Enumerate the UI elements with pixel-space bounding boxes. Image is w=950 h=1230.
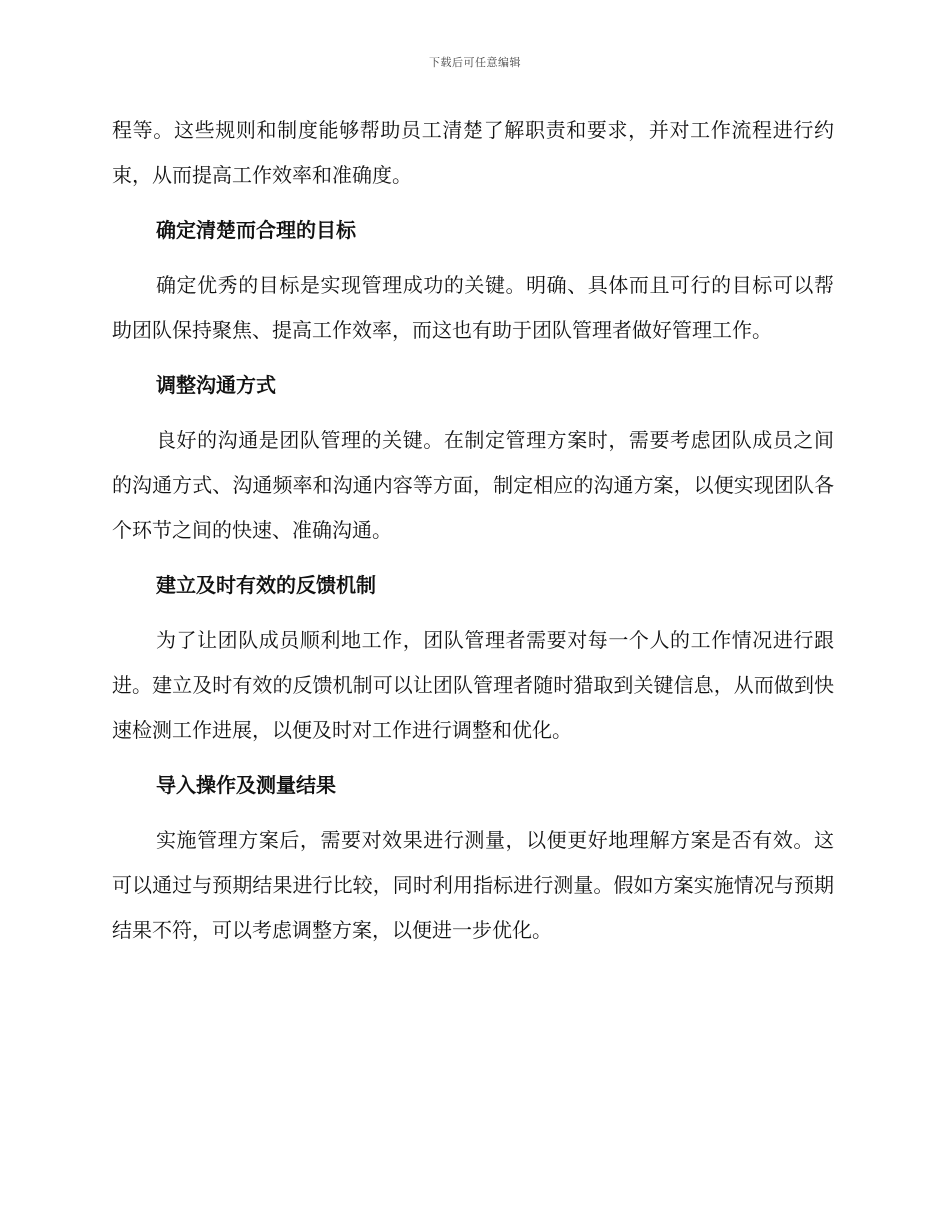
- intro-paragraph: 程等。这些规则和制度能够帮助员工清楚了解职责和要求，并对工作流程进行约束，从而提高工作效率和准确度。: [112, 118, 834, 187]
- header-note: 下载后可任意编辑: [429, 56, 521, 69]
- section-heading-goals: 确定清楚而合理的目标: [156, 218, 356, 242]
- section-heading-communication: 调整沟通方式: [156, 373, 276, 397]
- section-paragraph-communication: 良好的沟通是团队管理的关键。在制定管理方案时，需要考虑团队成员之间的沟通方式、沟通频率和沟通内容等方面，制定相应的沟通方案，以便实现团队各个环节之间的快速、准确沟通。: [112, 428, 834, 542]
- section-heading-feedback: 建立及时有效的反馈机制: [156, 573, 376, 597]
- section-paragraph-goals: 确定优秀的目标是实现管理成功的关键。明确、具体而且可行的目标可以帮助团队保持聚焦、提高工作效率，而这也有助于团队管理者做好管理工作。: [112, 273, 834, 342]
- section-paragraph-feedback: 为了让团队成员顺利地工作，团队管理者需要对每一个人的工作情况进行跟进。建立及时有效的反馈机制可以让团队管理者随时猎取到关键信息，从而做到快速检测工作进展，以便及时对工作进行调整和优化。: [112, 628, 834, 742]
- section-heading-measurement: 导入操作及测量结果: [156, 773, 336, 797]
- document-body: [112, 108, 834, 963]
- section-paragraph-measurement: 实施管理方案后，需要对效果进行测量，以便更好地理解方案是否有效。这可以通过与预期结果进行比较，同时利用指标进行测量。假如方案实施情况与预期结果不符，可以考虑调整方案，以便进一步优化。: [112, 828, 834, 942]
